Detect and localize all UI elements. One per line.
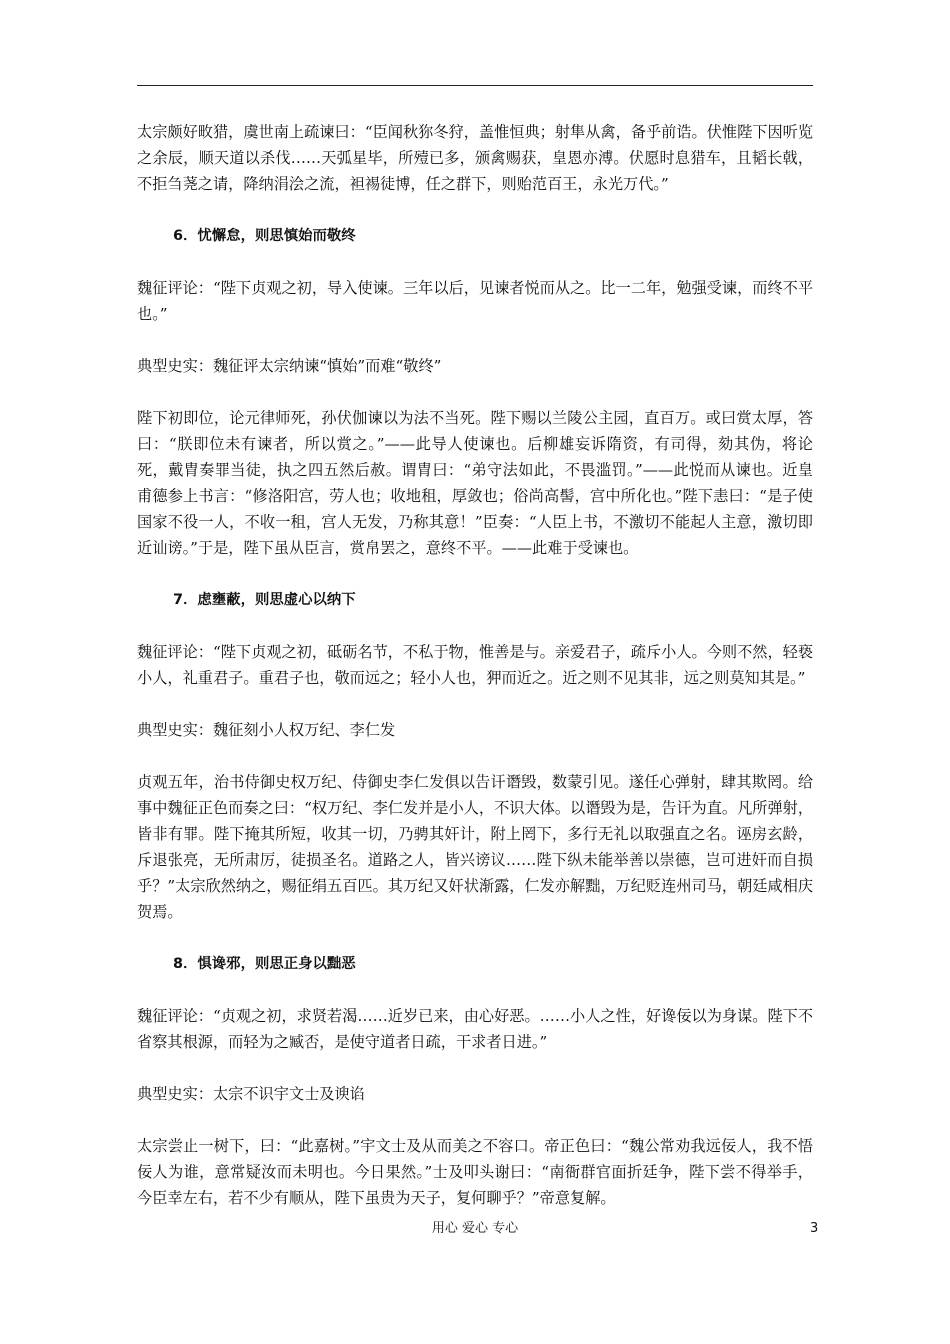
page-number: 3 [810,1221,819,1236]
document-body [137,119,813,1237]
header-rule [137,85,813,86]
paragraph: 魏征评论：“陛下贞观之初，砥砺名节，不私于物，惟善是与。亲爱君子，疏斥小人。今则不然，轻亵小人，礼重君子。重君子也，敬而远之；轻小人也，狎而近之。近之则不见其非，远之则莫知其是。” [137,643,814,687]
footer-text: 用心 爱心 专心 [431,1221,519,1236]
paragraph: 典型史实：魏征刻小人权万纪、李仁发 [137,721,396,739]
paragraph: 典型史实：魏征评太宗纳谏“慎始”而难“敬终” [137,357,442,375]
section-heading: 8．惧谗邪，则思正身以黜恶 [173,956,356,972]
paragraph: 太宗尝止一树下，曰：“此嘉树。”宇文士及从而美之不容口。帝正色曰：“魏公常劝我远佞人，我不悟佞人为谁，意常疑汝而未明也。今日果然。”士及叩头谢曰：“南衙群官面折廷争，陛下尝不得举手，今臣幸左右，若不少有顺从，陛下虽贵为天子，复何聊乎？”帝意复解。 [137,1137,813,1207]
paragraph: 典型史实：太宗不识宇文士及谀谄 [137,1085,365,1103]
page-footer [0,1219,950,1241]
paragraph: 魏征评论：“贞观之初，求贤若渴……近岁已来，由心好恶。……小人之性，好谗佞以为身谋。陛下不省察其根源，而轻为之臧否，是使守道者日疏，干求者日进。” [137,1007,814,1051]
paragraph: 太宗颇好畋猎，虞世南上疏谏曰：“臣闻秋狝冬狩，盖惟恒典；射隼从禽，备乎前诰。伏惟陛下因听览之余辰，顺天道以杀伐……天弧星毕，所殪已多，颁禽赐获，皇恩亦溥。伏愿时息猎车，且韬长戟，不拒刍荛之请，降纳涓浍之流，袒裼徒博，任之群下，则贻范百王，永光万代。” [137,123,814,193]
paragraph: 魏征评论：“陛下贞观之初，导入使谏。三年以后，见谏者悦而从之。比一二年，勉强受谏，而终不平也。” [137,279,814,323]
paragraph: 贞观五年，治书侍御史权万纪、侍御史李仁发俱以告讦谮毁，数蒙引见。遂任心弹射，肆其欺罔。给事中魏征正色而奏之曰：“权万纪、李仁发并是小人，不识大体。以谮毁为是，告讦为直。凡所弹射，皆非有罪。陛下掩其所短，收其一切，乃骋其奸计，附上罔下，多行无礼以取强直之名。诬房玄龄，斥退张亮，无所肃厉，徒损圣名。道路之人，皆兴谤议……陛下纵未能举善以崇德，岂可进奸而自损乎？”太宗欣然纳之，赐征绢五百匹。其万纪又奸状渐露，仁发亦解黜，万纪贬连州司马，朝廷咸相庆贺焉。 [137,773,814,921]
section-heading: 7．虑壅蔽，则思虚心以纳下 [173,592,356,608]
section-heading: 6．忧懈怠，则思慎始而敬终 [173,228,356,244]
paragraph: 陛下初即位，论元律师死，孙伏伽谏以为法不当死。陛下赐以兰陵公主园，直百万。或曰赏太厚，答曰：“朕即位未有谏者，所以赏之。”——此导人使谏也。后柳雄妄诉隋资，有司得，劾其伪，将论死，戴胄奏罪当徒，执之四五然后赦。谓胄曰：“弟守法如此，不畏滥罚。”——此悦而从谏也。近皇甫德参上书言：“修洛阳宫，劳人也；收地租，厚敛也；俗尚高髻，宫中所化也。”陛下恚曰：“是子使国家不役一人，不收一租，宫人无发，乃称其意！”臣奏：“人臣上书，不激切不能起人主意，激切即近讪谤。”于是，陛下虽从臣言，赏帛罢之，意终不平。——此难于受谏也。 [137,409,813,557]
